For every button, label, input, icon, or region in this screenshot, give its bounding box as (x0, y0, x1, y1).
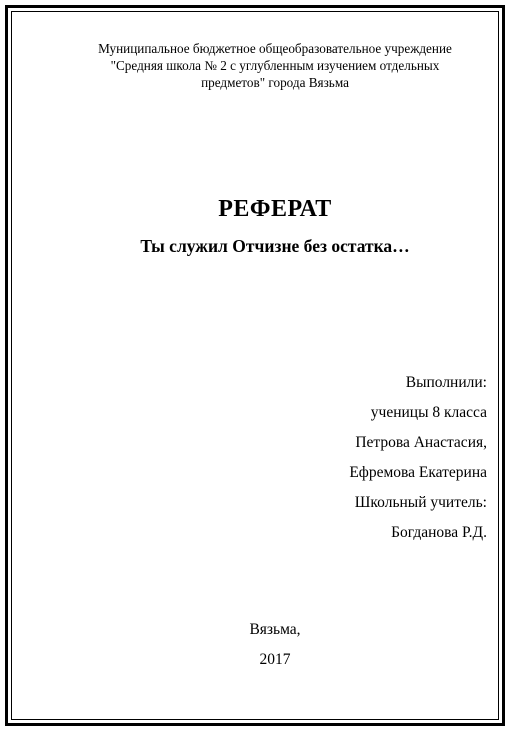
author-name: Ефремова Екатерина (349, 464, 487, 481)
teacher-label: Школьный учитель: (354, 494, 487, 511)
document-type-heading: РЕФЕРАТ (218, 196, 332, 222)
authors-block (349, 368, 487, 548)
author-name: Петрова Анастасия, (355, 434, 487, 451)
page-border-inner (11, 11, 499, 720)
institution-header (30, 40, 514, 91)
footer-city: Вязьма, (249, 621, 301, 638)
institution-line: Муниципальное бюджетное общеобразовательное учреждение (98, 41, 452, 56)
footer-year: 2017 (259, 651, 291, 668)
institution-line: предметов" города Вязьма (201, 75, 349, 90)
authors-label: Выполнили: (405, 374, 487, 391)
teacher-name: Богданова Р.Д. (391, 524, 487, 541)
footer-block (20, 615, 514, 675)
document-title: Ты служил Отчизне без остатка… (140, 236, 410, 256)
institution-line: "Средняя школа № 2 с углубленным изучением отдельных (110, 58, 440, 73)
authors-class: ученицы 8 класса (370, 404, 487, 421)
